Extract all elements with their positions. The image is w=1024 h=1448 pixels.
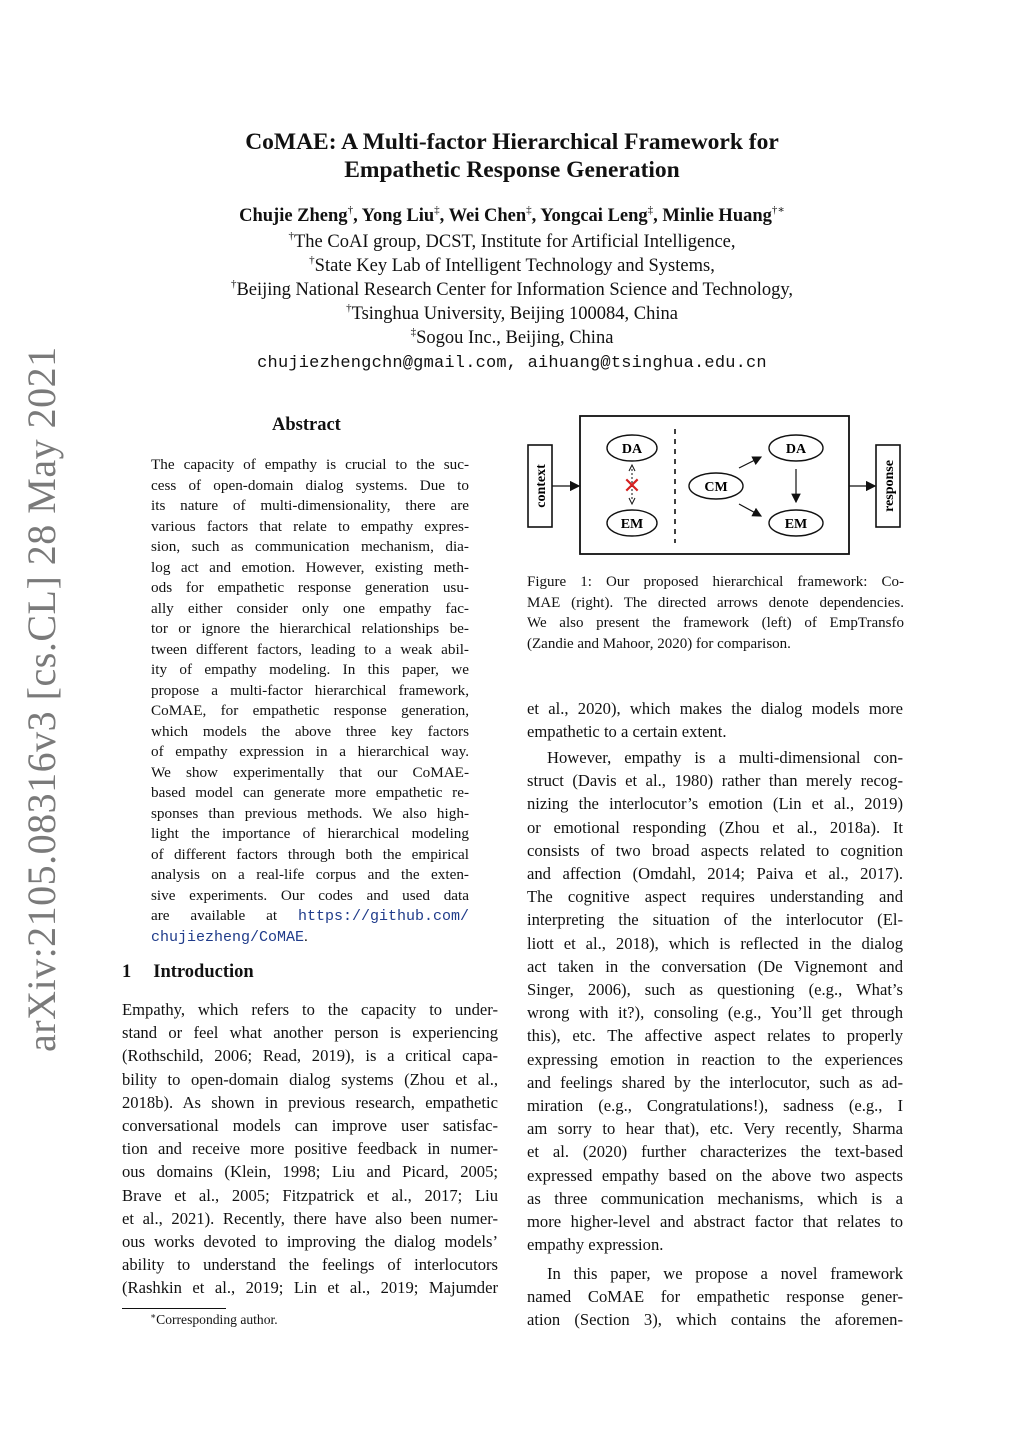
body-line: liott et al., 2018), which is reflected in the dialog <box>527 933 903 953</box>
author-mark: ‡ <box>647 204 654 216</box>
figure-1-diagram <box>527 405 903 565</box>
intro-line: 2018b). As shown in previous research, empathetic <box>122 1092 498 1112</box>
body-line: In this paper, we propose a novel framework <box>547 1264 903 1283</box>
intro-line: tion and receive more positive feedback in numer- <box>122 1139 498 1159</box>
node-da-left-label: DA <box>621 442 643 457</box>
abstract-line: tor or ignore the hierarchical relationships be- <box>151 620 469 637</box>
abstract-line-url-end <box>151 927 469 949</box>
body-line: this), etc. The affective aspect relates to properly <box>527 1026 903 1046</box>
affiliation-mark: † <box>309 254 315 266</box>
node-em-right-label: EM <box>784 517 808 532</box>
section-title: Introduction <box>153 962 254 982</box>
abstract-line: sive experiments. Our codes and used data <box>151 886 469 904</box>
author-name: Yong Liu <box>361 206 435 226</box>
abstract-line: of empathy expression in a hierarchical way. <box>151 743 469 760</box>
body-line: expressed empathy based on the above two aspects <box>527 1165 903 1185</box>
body-line: struct (Davis et al., 1980) rather than merely recog- <box>527 771 903 791</box>
body-line: expressing emotion in reaction to the experiences <box>527 1049 903 1069</box>
body-line: more higher-level and abstract factor that relates to <box>527 1212 903 1231</box>
abstract-line: CoMAE, for empathetic response generation, <box>151 702 469 719</box>
intro-line: ous works devoted to improving the dialog models’ <box>122 1232 498 1251</box>
abstract-line: ity of empathy modeling. In this paper, we <box>151 661 469 678</box>
affiliation-line <box>0 304 1024 325</box>
body-line: et al. (2020) further characterizes the text-based <box>527 1142 903 1162</box>
body-line: However, empathy is a multi-dimensional con- <box>547 748 903 767</box>
affiliation-mark: † <box>346 302 352 314</box>
abstract-line: The capacity of empathy is crucial to the suc- <box>151 456 469 473</box>
author-list: Chujie Zheng†, Yong Liu‡, Wei Chen‡, Yongcai Leng‡, Minlie Huang†∗ <box>239 204 785 226</box>
body-line: act taken in the conversation (De Vignemont and <box>527 956 903 976</box>
author-mark: † <box>347 204 354 216</box>
abstract-line: light the importance of hierarchical modeling <box>151 825 469 842</box>
affiliation-text: The CoAI group, DCST, Institute for Artificial Intelligence, <box>294 232 736 252</box>
abstract-line: of different factors through both the empirical <box>151 845 469 863</box>
affiliation-line <box>0 232 1024 253</box>
body-line: consists of two broad aspects related to cognition <box>527 840 903 860</box>
abstract-line: which models the above three key factors <box>151 722 469 740</box>
figure-caption-line: Figure 1: Our proposed hierarchical framework: Co- <box>527 574 904 590</box>
abstract-line: various factors that relate to empathy expres- <box>151 517 469 535</box>
affiliation-text: Tsinghua University, Beijing 100084, China <box>351 304 678 324</box>
intro-line: ous domains (Klein, 1998; Liu and Picard, 2005; <box>122 1162 498 1182</box>
footnote-rule <box>122 1308 226 1309</box>
section-number: 1 <box>122 962 132 982</box>
affiliation-mark: † <box>288 230 294 242</box>
affiliation-mark: ‡ <box>410 326 417 338</box>
abstract-line: sion, such as communication mechanism, dia- <box>151 538 469 555</box>
body-line: named CoMAE for empathetic response gener- <box>527 1287 903 1307</box>
author-name: Yongcai Leng <box>540 206 648 226</box>
figure-caption-line: We also present the framework (left) of EmpTransfo <box>527 615 904 631</box>
abstract-line-with-url <box>151 906 469 928</box>
body-line: nizing the interlocutor’s emotion (Lin et al., 2019) <box>527 794 903 814</box>
body-line: empathy expression. <box>527 1235 664 1255</box>
author-mark: ‡ <box>434 204 440 216</box>
body-line: ation (Section 3), which contains the aforemen- <box>527 1310 903 1330</box>
affiliation-text: Beijing National Research Center for Information Science and Technology, <box>236 280 794 300</box>
abstract-line: analysis on a real-life corpus and the exten- <box>151 866 469 883</box>
intro-line: ability to understand the feelings of interlocutors <box>122 1255 498 1275</box>
section-heading-introduction <box>122 962 254 983</box>
body-line: as three communication mechanisms, which is a <box>527 1188 903 1208</box>
body-line: and affection (Omdahl, 2014; Paiva et al., 2017). <box>527 864 903 883</box>
author-name: Chujie Zheng <box>239 206 348 226</box>
abstract-line: cess of open-domain dialog systems. Due to <box>151 476 469 494</box>
abstract-line: its nature of multi-dimensionality, there are <box>151 497 469 514</box>
affiliation-line <box>0 328 1024 349</box>
body-line: et al., 2020), which makes the dialog models more <box>527 699 903 718</box>
abstract-line: propose a multi-factor hierarchical framework, <box>151 681 469 699</box>
intro-line: conversational models can improve user satisfac- <box>122 1116 498 1135</box>
author-name: Wei Chen <box>448 206 527 226</box>
abstract-line: ods for empathetic response generation usu- <box>151 579 469 596</box>
footnote-mark: ∗ <box>150 1311 157 1321</box>
figure-caption-line: MAE (right). The directed arrows denote dependencies. <box>527 594 904 611</box>
abstract-line-text: are available at <box>151 907 278 924</box>
author-name: Minlie Huang <box>662 206 772 226</box>
body-line: interpreting the situation of the interlocutor (El- <box>527 910 903 930</box>
cross-icon: ✕ <box>622 474 642 499</box>
author-mark: ‡ <box>526 204 532 216</box>
footnote <box>150 1312 278 1328</box>
title-line-2: Empathetic Response Generation <box>344 157 680 183</box>
body-line: Singer, 2006), such as questioning (e.g., What’s <box>527 980 903 999</box>
affiliation-line <box>0 280 1024 301</box>
author-emails[interactable]: chujiezhengchn@gmail.com, aihuang@tsinghua.edu.cn <box>257 354 767 373</box>
intro-line: Brave et al., 2005; Fitzpatrick et al., 2017; Liu <box>122 1185 498 1205</box>
code-url-link-cont[interactable]: chujiezheng/CoMAE <box>151 928 305 946</box>
framework-diagram <box>527 405 903 565</box>
arxiv-identifier-stamp: arXiv:2105.08316v3 [cs.CL] 28 May 2021 <box>19 346 64 1052</box>
abstract-line: sponses than previous methods. We also high- <box>151 804 469 822</box>
node-da-right-label: DA <box>785 442 807 457</box>
title-line-1: CoMAE: A Multi-factor Hierarchical Framework for <box>245 129 779 155</box>
intro-line: stand or feel what another person is experiencing <box>122 1023 498 1043</box>
body-line: and feelings shared by the interlocutor, such as ad- <box>527 1072 903 1092</box>
abstract-final-period: . <box>304 927 308 945</box>
intro-line: et al., 2021). Recently, there have also been numer- <box>122 1208 498 1228</box>
body-line: am sorry to hear that), etc. Very recently, Sharma <box>527 1119 903 1139</box>
affiliation-mark: † <box>230 278 237 290</box>
body-line: empathetic to a certain extent. <box>527 722 727 742</box>
body-line: The cognitive aspect requires understanding and <box>527 887 903 907</box>
intro-line: (Rashkin et al., 2019; Lin et al., 2019; Majumder <box>122 1278 498 1298</box>
node-em-left-label: EM <box>620 517 644 532</box>
abstract-line: tween different factors, leading to a weak abil- <box>151 640 469 658</box>
figure-caption-line: (Zandie and Mahoor, 2020) for comparison. <box>527 635 791 652</box>
context-label: context <box>534 464 549 508</box>
intro-line: bility to open-domain dialog systems (Zhou et al., <box>122 1069 498 1089</box>
code-url-link[interactable]: https://github.com/ <box>297 908 470 925</box>
intro-line: Empathy, which refers to the capacity to under- <box>122 1000 498 1019</box>
body-line: or emotional responding (Zhou et al., 2018a). It <box>527 817 903 837</box>
abstract-line: We show experimentally that our CoMAE- <box>151 763 469 781</box>
body-line: miration (e.g., Congratulations!), sadness (e.g., I <box>527 1096 903 1115</box>
affiliation-text: State Key Lab of Intelligent Technology and Systems, <box>314 256 715 276</box>
abstract-line: log act and emotion. However, existing meth- <box>151 558 469 576</box>
affiliation-text: Sogou Inc., Beijing, China <box>416 328 614 348</box>
abstract-line: based model can generate more empathetic re- <box>151 784 469 801</box>
footnote-text: Corresponding author. <box>156 1312 278 1327</box>
abstract-line: ally either consider only one empathy fac- <box>151 599 469 617</box>
intro-line: (Rothschild, 2006; Read, 2019), is a critical capa- <box>122 1046 498 1066</box>
abstract-heading: Abstract <box>272 415 341 435</box>
author-mark: †∗ <box>771 204 785 216</box>
affiliation-line <box>0 256 1024 277</box>
body-line: wrong with it?), consoling (e.g., You’ll get through <box>527 1003 903 1023</box>
response-label: response <box>882 460 897 512</box>
paper-title <box>0 128 1024 184</box>
node-cm-label: CM <box>704 480 728 495</box>
